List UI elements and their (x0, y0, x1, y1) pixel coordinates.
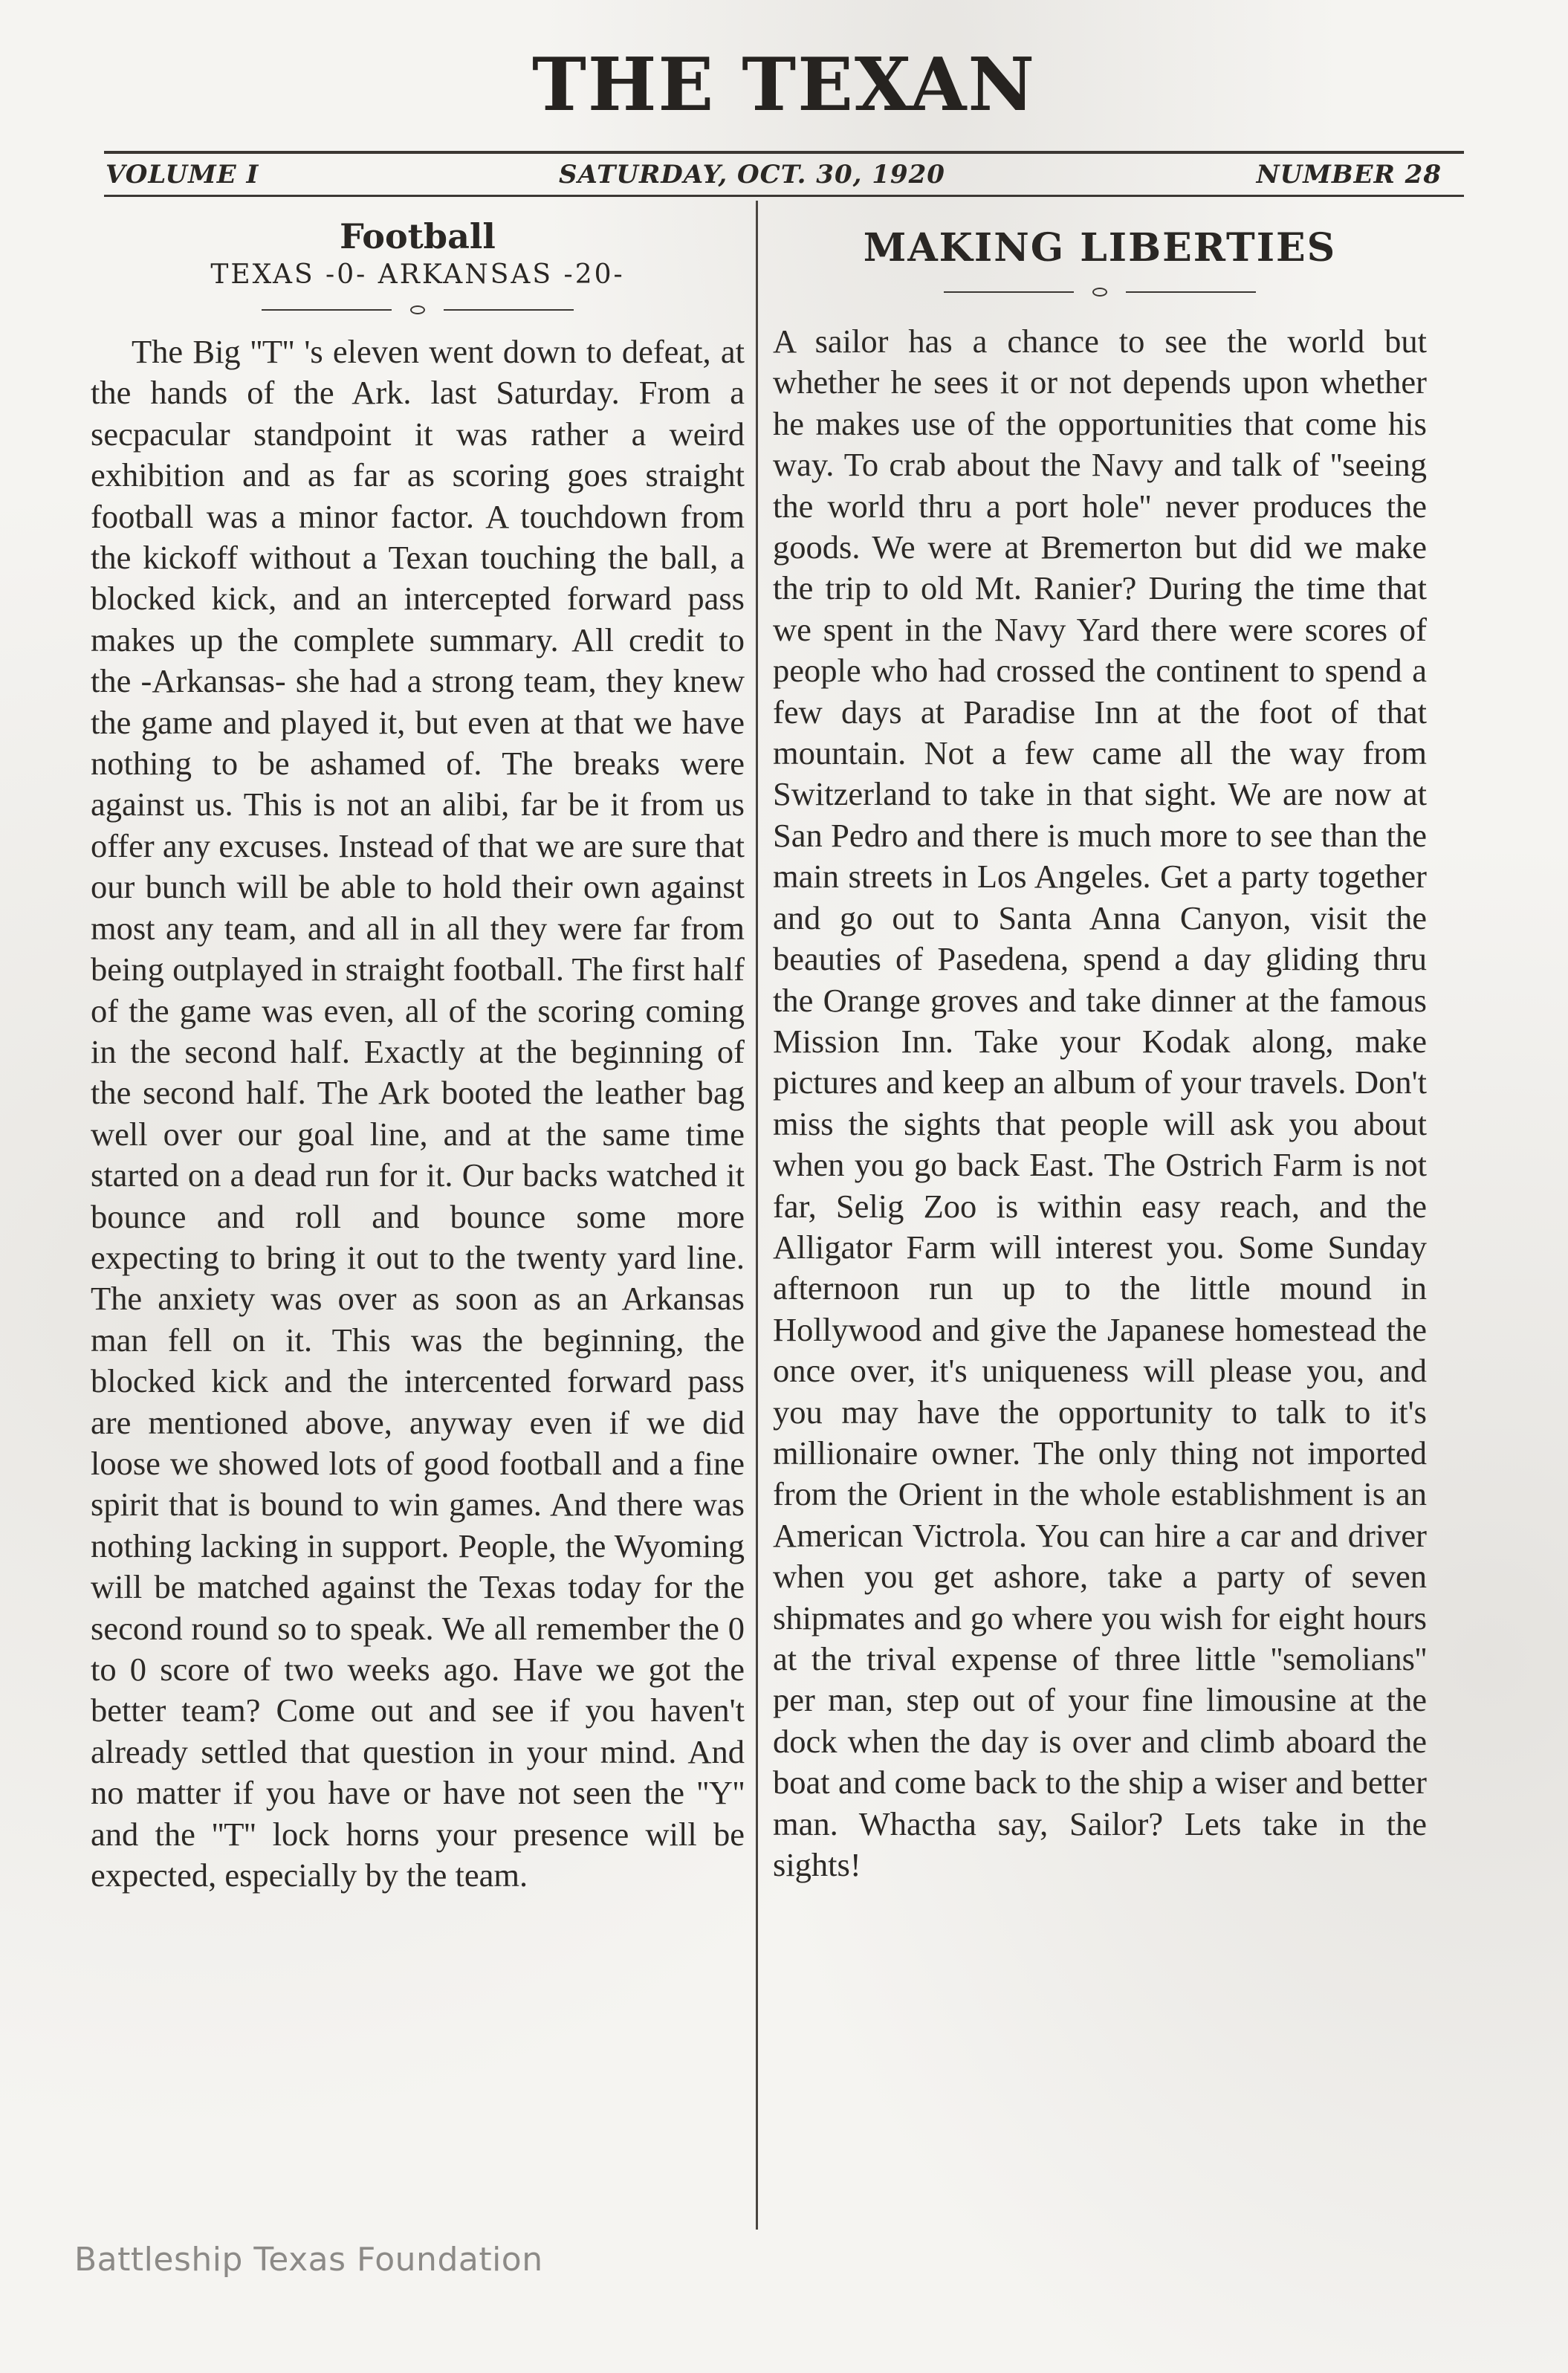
column-divider (756, 201, 758, 2230)
making-liberties-article-body: A sailor has a chance to see the world but whether he sees it or not depends upon whether he makes use of the opportunities that come his way. To crab about the Navy and talk of ''seeing the world thru a port hole'' never produces the goods. We were at Bremerton but did we make the trip to old Mt. Ranier? During the time that we spent in the Navy Yard there were scores of people who had crossed the continent to spend a few days at Paradise Inn at the foot of that mountain. Not a few came all the way from Switzerland to take in that sight. We are now at San Pedro and there is much more to see than the main streets in Los Angeles. Get a party together and go out to Santa Anna Canyon, visit the beauties of Pasedena, spend a day gliding thru the Orange groves and take dinner at the famous Mission Inn. Take your Kodak along, make pictures and keep an album of your travels. Don't miss the sights that people will ask you about when you go back East. The Ostrich Farm is not far, Selig Zoo is within easy reach, and the Alligator Farm will interest you. Some Sunday afternoon run up to the little mound in Hollywood and give the Japanese homestead the once over, it's uniqueness will please you, and you may have the opportunity to talk to it's millionaire owner. The only thing not imported from the Orient in the whole establishment is an American Victrola. You can hire a car and driver when you get ashore, take a party of seven shipmates and go where you wish for eight hours at the trival expense of three little ''semolians'' per man, step out of your fine limousine at the dock when the day is over and climb aboard the boat and come back to the ship a wiser and better man. Whactha say, Sailor? Lets take in the sights! (773, 323, 1427, 1884)
football-score-subheading: TEXAS -0- ARKANSAS -20- (210, 259, 625, 290)
masthead-title: THE TEXAN (531, 42, 1037, 128)
issue-info-bar (106, 158, 1442, 194)
masthead-rule-top (104, 151, 1464, 154)
masthead-rule-bottom (104, 195, 1464, 197)
making-liberties-heading: MAKING LIBERTIES (863, 225, 1337, 271)
making-liberties-article (773, 216, 1427, 1885)
section-ornament (262, 303, 574, 317)
football-article-body: The Big ''T'' 's eleven went down to defeat, at the hands of the Ark. last Saturday. From a secpacular standpoint it was rather a weird exhibition and as far as scoring goes straight football was a minor factor. A touchdown from the kickoff without a Texan touching the ball, a blocked kick, and an intercepted forward pass makes up the complete summary. All credit to the -Arkansas- she had a strong team, they knew the game and played it, but even at that we have nothing to be ashamed of. The breaks were against us. This is not an alibi, far be it from us offer any excuses. Instead of that we are sure that our bunch will be able to hold their own against most any team, and all in all they were far from being outplayed in straight football. The first half of the game was even, all of the scoring coming in the second half. Exactly at the beginning of the second half. The Ark booted the leather bag well over our goal line, and at the same time started on a dead run for it. Our backs watched it bounce and roll and bounce some more expecting to bring it out to the twenty yard line. The anxiety was over as soon as an Arkansas man fell on it. This was the beginning, the blocked kick and the intercented forward pass are mentioned above, anyway even if we did loose we showed lots of good football and a fine spirit that is bound to win games. And there was nothing lacking in support. People, the Wyoming will be matched against the Texas today for the second round so to speak. We all remember the 0 to 0 score of two weeks ago. Have we got the better team? Come out and see if you haven't already settled that question in your mind. And no matter if you have or have not seen the ''Y'' and the ''T'' lock horns your presence will be expected, especially by the team. (91, 333, 745, 1894)
volume-label: VOLUME I (106, 160, 259, 190)
watermark-credit: Battleship Texas Foundation (74, 2241, 543, 2279)
football-article (91, 216, 745, 1896)
issue-number: NUMBER 28 (1256, 160, 1442, 190)
section-ornament (944, 285, 1256, 299)
football-heading: Football (340, 216, 496, 256)
issue-date: SATURDAY, OCT. 30, 1920 (559, 160, 945, 190)
